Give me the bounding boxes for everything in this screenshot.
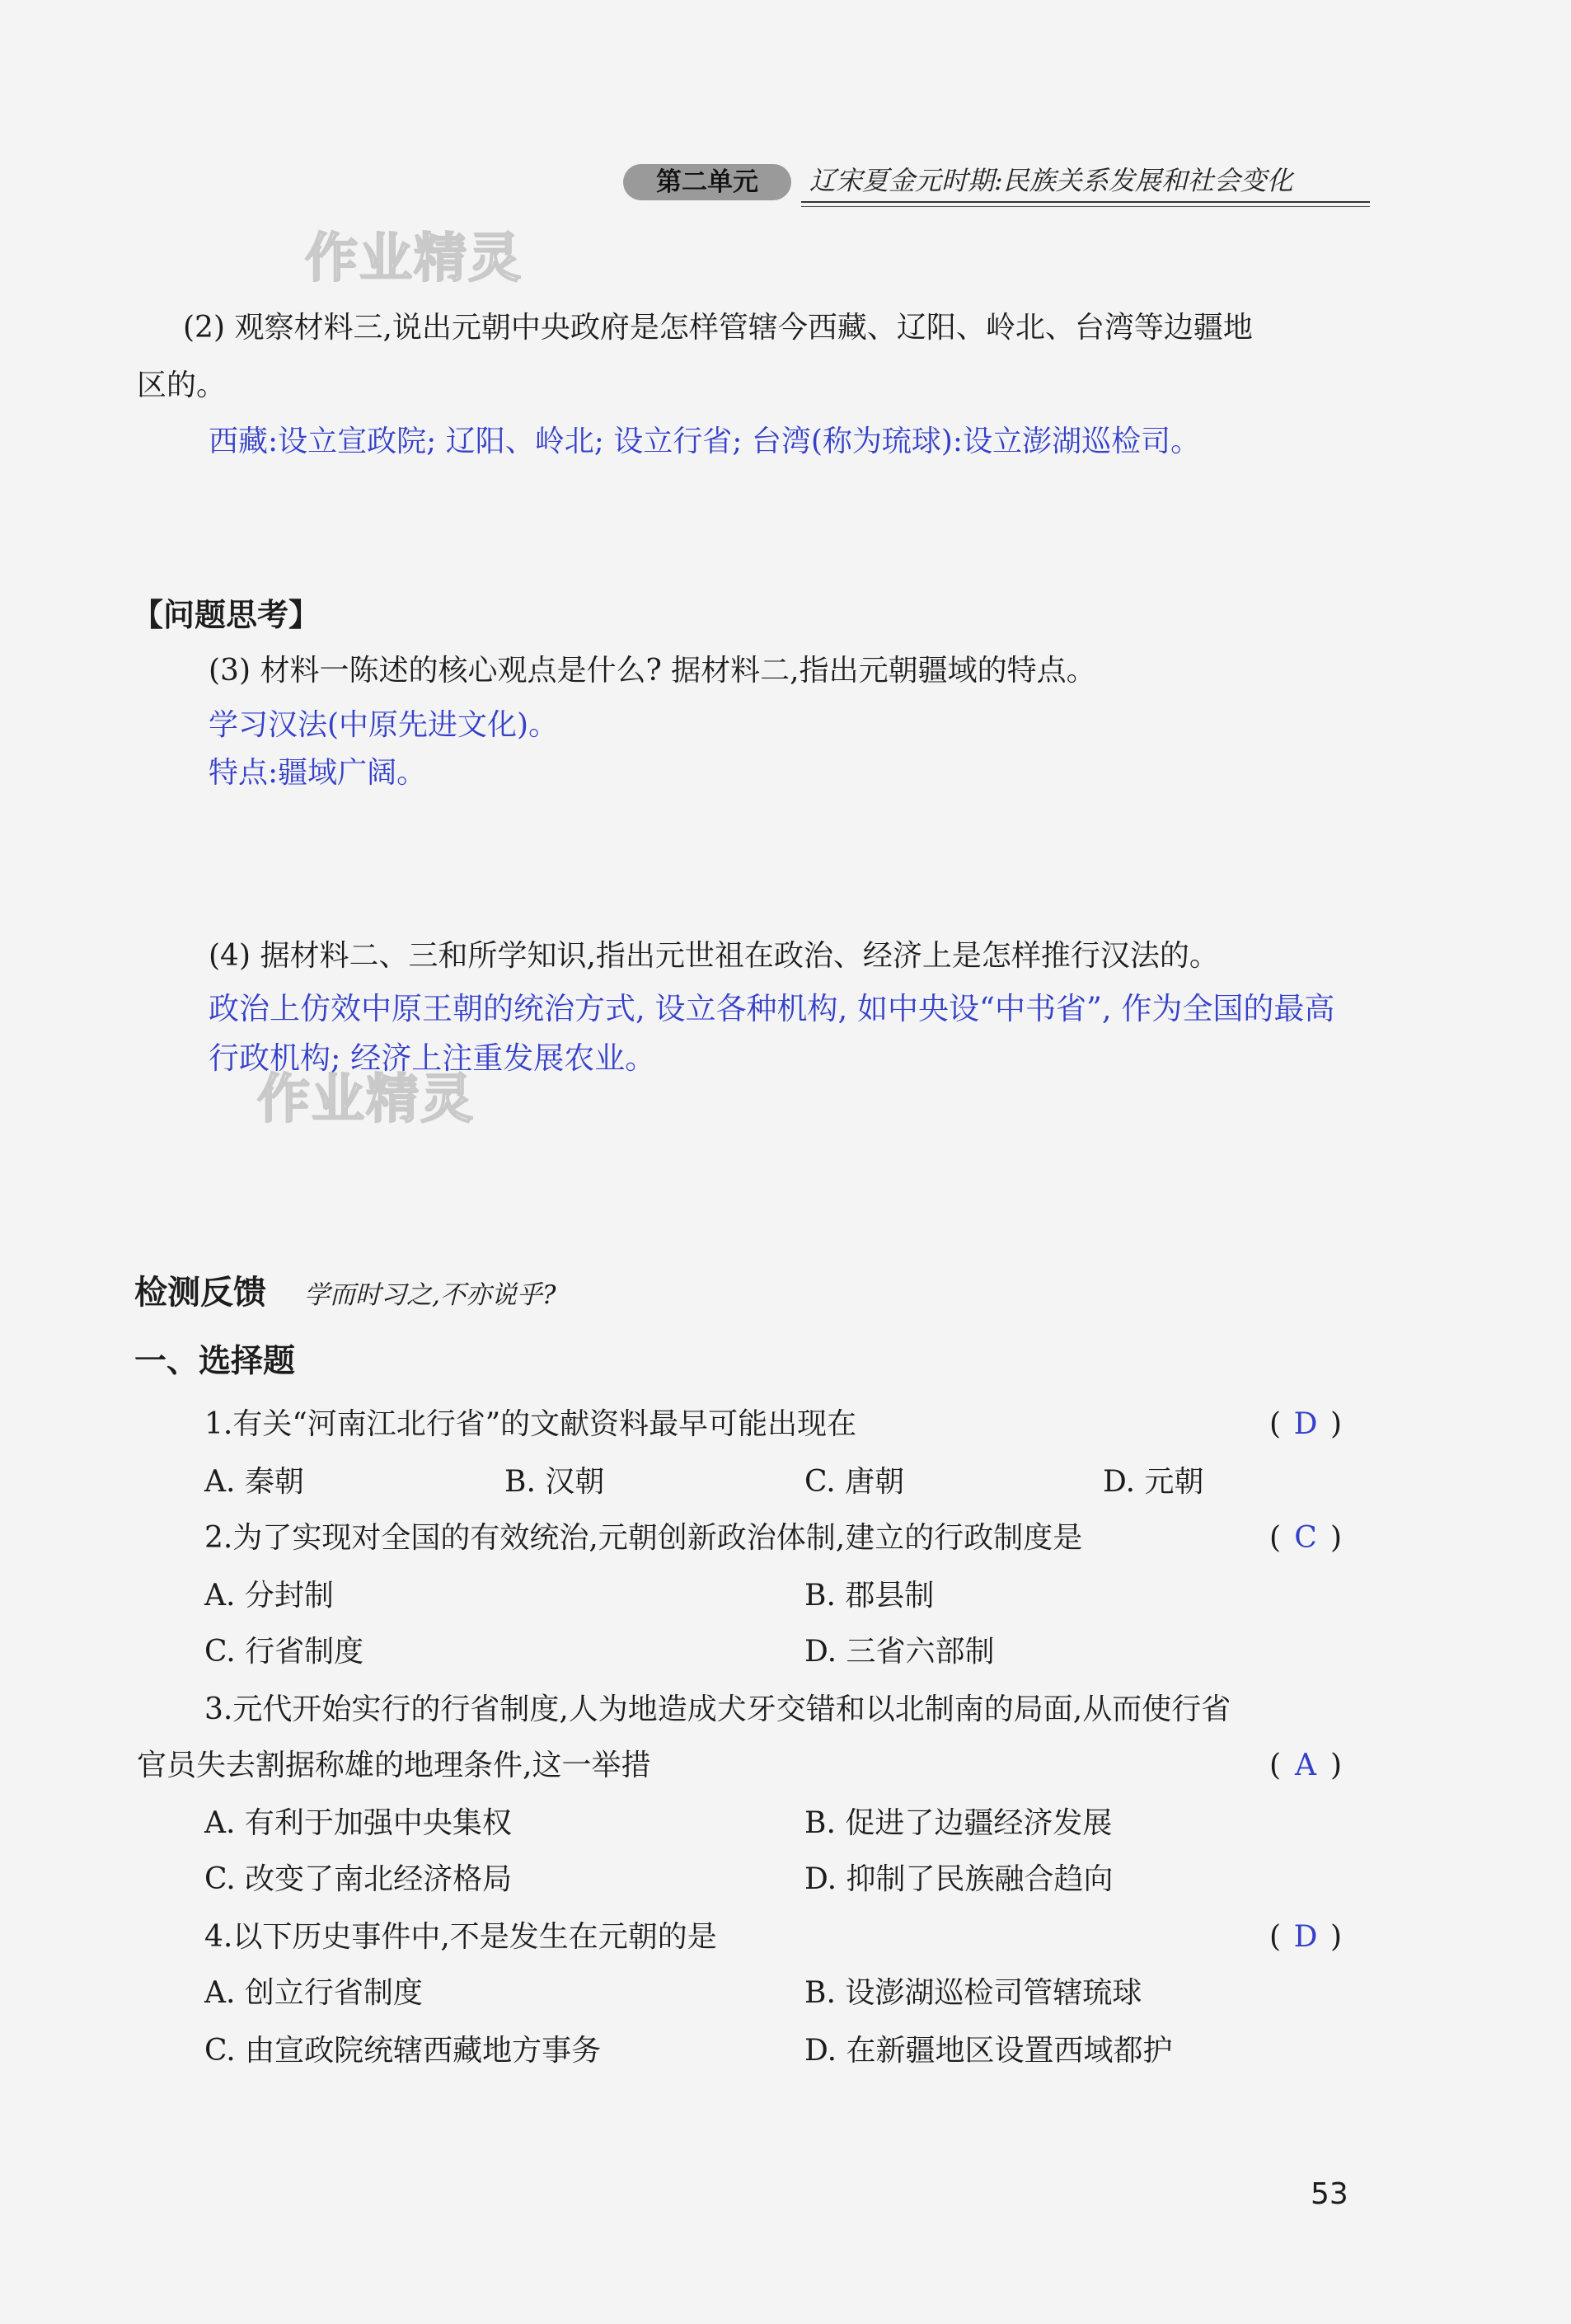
choice-section-subtitle: 一、选择题 [134,1343,296,1380]
thinking-heading: 【问题思考】 [132,597,321,633]
option: A. 分封制 [204,1579,334,1613]
header-rule [801,206,1370,207]
question-2-stem-cont: 区的。 [137,369,227,402]
option: B. 促进了边疆经济发展 [804,1806,1113,1840]
choice-question-3-answer: A [1295,1749,1317,1782]
feedback-title: 检测反馈 [134,1274,266,1312]
choice-question-3-stem-cont: 官员失去割据称雄的地理条件,这一举措 [137,1749,651,1782]
question-4-stem: (4) 据材料二、三和所学知识,指出元世祖在政治、经济上是怎样推行汉法的。 [209,939,1219,973]
unit-header [612,161,1370,204]
choice-question-2-answer: C [1294,1521,1317,1555]
feedback-section-title [134,1268,556,1317]
header-rule [801,201,1370,203]
option: A. 创立行省制度 [204,1976,423,2010]
option: D. 三省六部制 [804,1635,995,1669]
choice-question-2-stem: 2.为了实现对全国的有效统治,元朝创新政治体制,建立的行政制度是 [204,1521,1083,1555]
watermark: 作业精灵 [257,1069,475,1130]
choice-question-3-answer-slot: ( A ) [1269,1746,1342,1786]
question-3-stem: (3) 材料一陈述的核心观点是什么? 据材料二,指出元朝疆域的特点。 [209,654,1096,688]
option: C. 行省制度 [204,1635,364,1669]
feedback-motto: 学而时习之,不亦说乎? [304,1280,556,1310]
unit-title: 辽宋夏金元时期:民族关系发展和社会变化 [809,165,1293,196]
option: B. 设澎湖巡检司管辖琉球 [804,1976,1142,2010]
option: C. 由宣政院统辖西藏地方事务 [204,2034,602,2068]
choice-question-3-stem: 3.元代开始实行的行省制度,人为地造成犬牙交错和以北制南的局面,从而使行省 [204,1693,1231,1726]
option: D. 在新疆地区设置西域都护 [804,2034,1173,2068]
option: D. 抑制了民族融合趋向 [804,1862,1114,1896]
question-2-stem: (2) 观察材料三,说出元朝中央政府是怎样管辖今西藏、辽阳、岭北、台湾等边疆地 [183,311,1253,345]
question-3-answer-cont: 特点:疆域广阔。 [209,756,427,790]
unit-label-pill: 第二单元 [623,164,791,200]
option: A. 有利于加强中央集权 [204,1806,512,1840]
choice-question-2-answer-slot: ( C ) [1269,1519,1342,1558]
choice-question-1-stem: 1.有关“河南江北行省”的文献资料最早可能出现在 [204,1407,857,1441]
watermark: 作业精灵 [305,228,523,289]
option: B. 郡县制 [804,1579,935,1613]
question-2-answer: 西藏:设立宣政院; 辽阳、岭北; 设立行省; 台湾(称为琉球):设立澎湖巡检司。 [209,425,1201,458]
option: B. 汉朝 [504,1465,605,1499]
option: C. 改变了南北经济格局 [204,1862,513,1896]
question-3-answer: 学习汉法(中原先进文化)。 [209,708,559,742]
option: C. 唐朝 [804,1465,905,1499]
question-4-answer-cont: 行政机构; 经济上注重发展农业。 [209,1040,656,1076]
question-4-answer: 政治上仿效中原王朝的统治方式, 设立各种机构, 如中央设“中书省”, 作为全国的最高 [209,991,1335,1026]
choice-question-1-answer: D [1293,1407,1318,1441]
option: D. 元朝 [1103,1465,1204,1499]
page-number: 53 [1311,2177,1348,2211]
choice-question-4-answer: D [1293,1920,1318,1954]
choice-question-4-stem: 4.以下历史事件中,不是发生在元朝的是 [204,1920,717,1954]
choice-question-4-answer-slot: ( D ) [1269,1918,1342,1957]
option: A. 秦朝 [204,1465,304,1499]
choice-question-1-answer-slot: ( D ) [1269,1405,1342,1444]
